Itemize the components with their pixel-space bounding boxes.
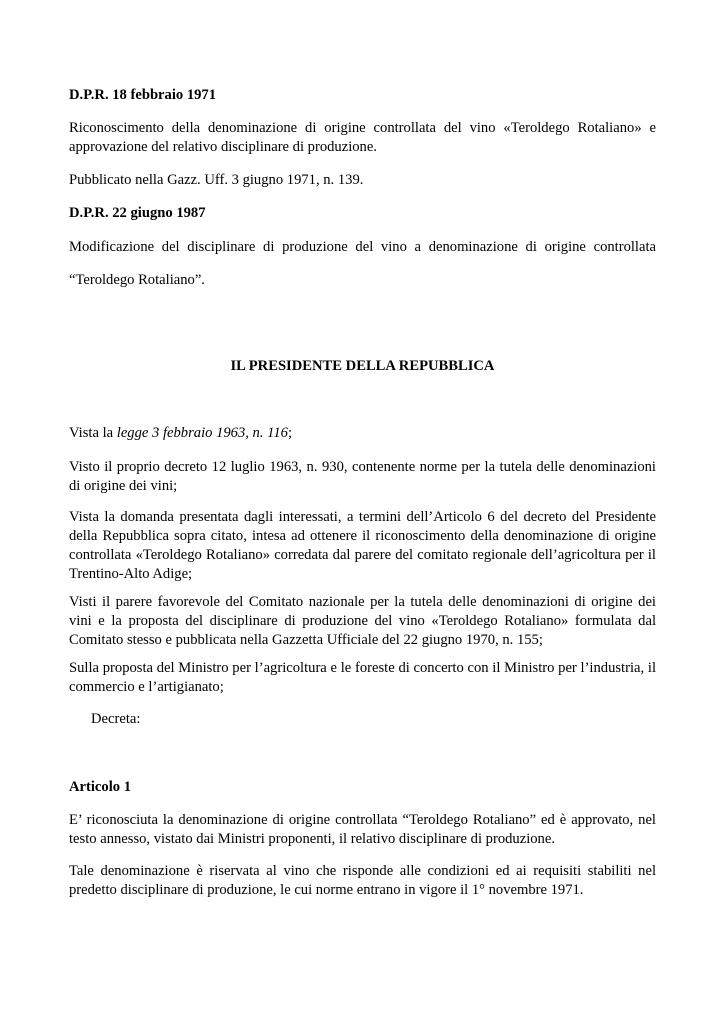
vista-legge-paragraph: [69, 424, 656, 443]
dpr-1987-title: D.P.R. 22 giugno 1987: [69, 205, 206, 221]
dpr-1971-title: D.P.R. 18 febbraio 1971: [69, 87, 217, 103]
sulla-proposta-paragraph: Sulla proposta del Ministro per l’agricoltura e le foreste di concerto con il Ministro per l’industria, il commercio e l’artigianato;: [69, 660, 656, 695]
article-1-title: Articolo 1: [69, 779, 132, 795]
vista-suffix: ;: [287, 425, 293, 441]
dpr-1987-description-line-1: Modificazione del disciplinare di produzione del vino a denominazione di origine controllata: [69, 239, 656, 255]
dpr-1987-description-line-2: “Teroldego Rotaliano”.: [69, 272, 205, 288]
dpr-1971-publication: Pubblicato nella Gazz. Uff. 3 giugno 1971, n. 139.: [69, 172, 364, 188]
vista-domanda-paragraph: Vista la domanda presentata dagli interessati, a termini dell’Articolo 6 del decreto del Presidente della Repubblica sopra citato, intesa ad ottenere il riconoscimento della denominazione di origine controllata «Teroldego Rotaliano» corredata dal parere del comitato regionale dell’agricoltura per il Trentino-Alto Adige;: [69, 509, 656, 582]
visti-parere-paragraph: Visti il parere favorevole del Comitato nazionale per la tutela delle denominazioni di origine dei vini e la proposta del disciplinare di produzione del vino «Teroldego Rotaliano» formulata dal Comitato stesso e pubblicata nella Gazzetta Ufficiale del 22 giugno 1970, n. 155;: [69, 594, 656, 648]
dpr-1971-description: Riconoscimento della denominazione di origine controllata del vino «Teroldego Rotaliano» e approvazione del relativo disciplinare di produzione.: [69, 120, 656, 155]
decreta-label: Decreta:: [91, 711, 141, 727]
visto-decreto-paragraph: Visto il proprio decreto 12 luglio 1963, n. 930, contenente norme per la tutela delle denominazioni di origine dei vini;: [69, 459, 656, 494]
vista-prefix: Vista la: [69, 425, 117, 441]
article-1-paragraph-2: Tale denominazione è riservata al vino che risponde alle condizioni ed ai requisiti stabiliti nel predetto disciplinare di produzione, le cui norme entrano in vigore il 1° novembre 1971.: [69, 863, 656, 898]
section-heading: IL PRESIDENTE DELLA REPUBBLICA: [230, 358, 495, 374]
law-reference: legge 3 febbraio 1963, n. 116: [116, 425, 288, 441]
article-1-paragraph-1: E’ riconosciuta la denominazione di origine controllata “Teroldego Rotaliano” ed è approvato, nel testo annesso, vistato dai Ministri proponenti, il relativo disciplinare di produzione.: [69, 812, 656, 847]
